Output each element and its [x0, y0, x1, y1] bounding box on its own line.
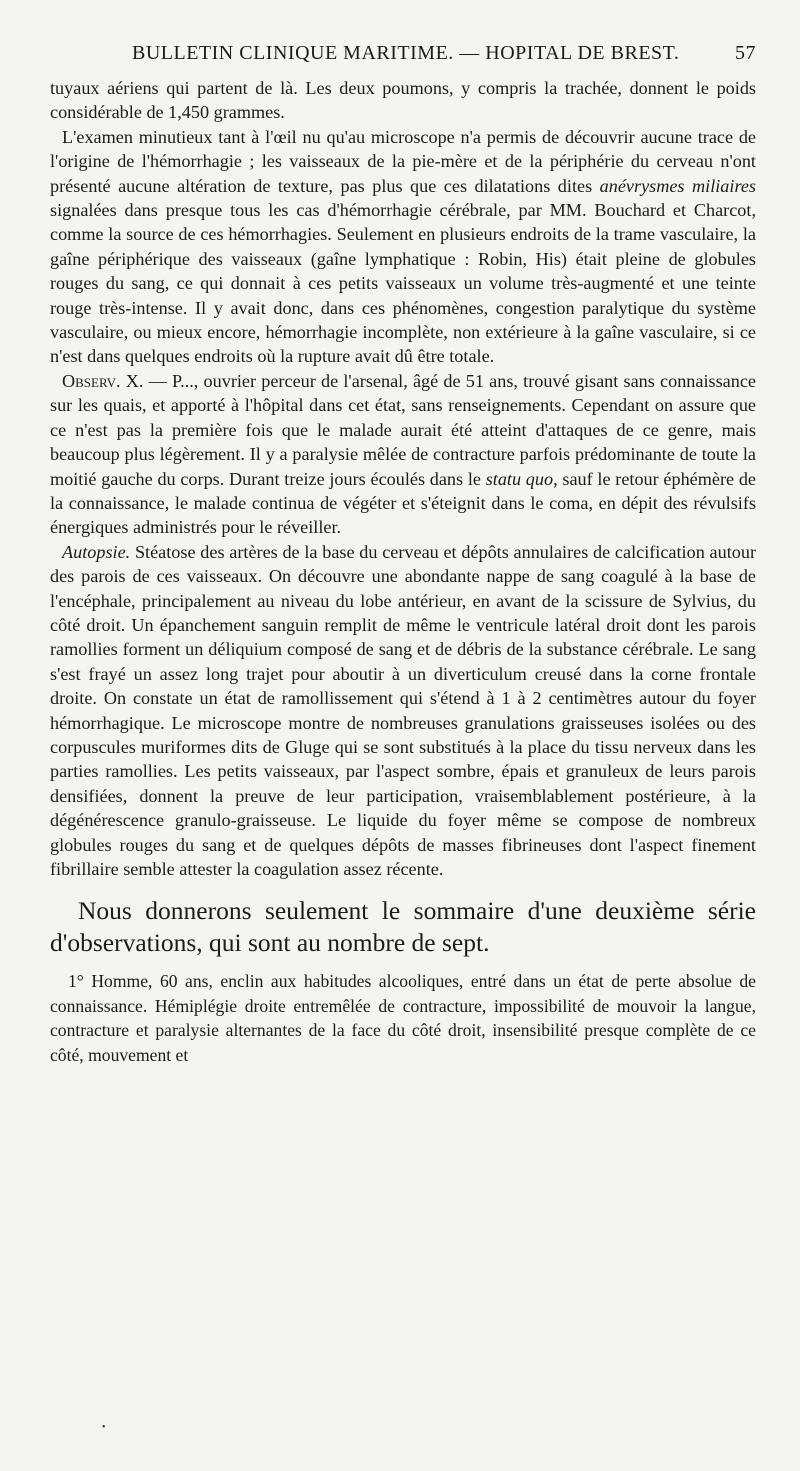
page-header [50, 42, 756, 76]
paragraph-autopsie: Autopsie. Stéatose des artères de la base du cerveau et dépôts annulaires de calcification autour des parois de ces vaisseaux. On découvre une abondante nappe de sang coagulé à la base de l'encéphale, principalement au niveau du lobe antérieur, en avant de la scissure de Sylvius, du côté droit. Un épanchement sanguin remplit de même le ventricule latéral droit dont les parois ramollies forment un déliquium composé de sang et de débris de la substance cérébrale. Le sang s'est frayé un assez long trajet pour aboutir à un diverticulum creusé dans la corne frontale droite. On constate un état de ramollissement qui s'étend à 1 à 2 centimètres autour du foyer hémorrhagique. Le microscope montre de nombreuses granulations graisseuses isolées ou des corpuscules muriformes dits de Gluge qui se sont substitués à la place du tissu nerveux dans les parties ramollies. Les petits vaisseaux, par l'aspect sombre, épais et granuleux de leurs parois densifiées, donnent la preuve de leur participation, vraisemblablement postérieure, à la dégénérescence granulo-graisseuse. Le liquide du foyer même se compose de nombreux globules rouges du sang et de quelques dépôts de masses fibrineuses dont l'aspect finement fibrillaire semble attester la coagulation assez récente. [50, 541, 756, 879]
emphasis-statu-quo: statu quo [485, 468, 554, 489]
paragraph-examen: L'examen minutieux tant à l'œil nu qu'au microscope n'a permis de découvrir aucune trace de l'origine de l'hémorrhagie ; les vaisseaux de la pie-mère et de la périphérie du cerveau n'ont présenté aucune altération de texture, pas plus que ces dilatations dites anévrysmes miliaires signalées dans presque tous les cas d'hémorrhagie cérébrale, par MM. Bouchard et Charcot, comme la source de ces hémorrhagies. Seulement en plusieurs endroits de la trame vasculaire, la gaîne périphérique des vaisseaux (gaîne lymphatique : Robin, His) était pleine de globules rouges du sang, ce qui donnait à ces petits vaisseaux un volume très-augmenté et une teinte rouge très-intense. Il y avait donc, dans ces phénomènes, congestion paralytique du système vasculaire, ou mieux encore, hémorrhagie incomplète, non extérieure à la gaîne vasculaire, si ce n'est dans quelques endroits où la rupture avait dû être totale. [50, 126, 756, 367]
emphasis-anevrysmes: anévrysmes miliaires [599, 175, 756, 196]
body-text [50, 76, 756, 881]
observation-label: Observ. X. [62, 370, 144, 391]
paragraph-continuation: tuyaux aériens qui partent de là. Les deux poumons, y compris la trachée, donnent le poids considérable de 1,450 grammes. [50, 78, 756, 123]
page-number: 57 [735, 42, 756, 64]
document-page [50, 42, 756, 1067]
autopsie-label: Autopsie. [62, 541, 131, 562]
running-title: BULLETIN CLINIQUE MARITIME. — HOPITAL DE BREST. [132, 42, 680, 64]
summary-item: 1° Homme, 60 ans, enclin aux habitudes alcooliques, entré dans un état de perte absolue de connaissance. Hémiplégie droite entremêlée de contracture, impossibilité de mouvoir la langue, contracture et paralysie alternantes de la face du côté droit, insensibilité presque complète de ce côté, mouvement et [50, 971, 756, 1065]
section-heading: Nous donnerons seulement le sommaire d'une deuxième série d'observations, qui sont au nombre de sept. [50, 896, 756, 958]
paragraph-observation-x: Observ. X. — P..., ouvrier perceur de l'arsenal, âgé de 51 ans, trouvé gisant sans connaissance sur les quais, et apporté à l'hôpital dans cet état, sans renseignements. Cependant on assure que ce n'est pas la première fois que le malade aurait été atteint d'attaques de ce genre, mais beaucoup plus légèrement. Il y a paralysie mêlée de contracture parfois prédominante de toute la moitié gauche du corps. Durant treize jours écoulés dans le statu quo, sauf le retour éphémère de la connaissance, le malade continua de végéter et s'éteignit dans le coma, en dépit des révulsifs énergiques administrés pour le réveiller. [50, 370, 757, 538]
summary-list [50, 969, 756, 1067]
footer-mark: • [102, 1422, 106, 1433]
